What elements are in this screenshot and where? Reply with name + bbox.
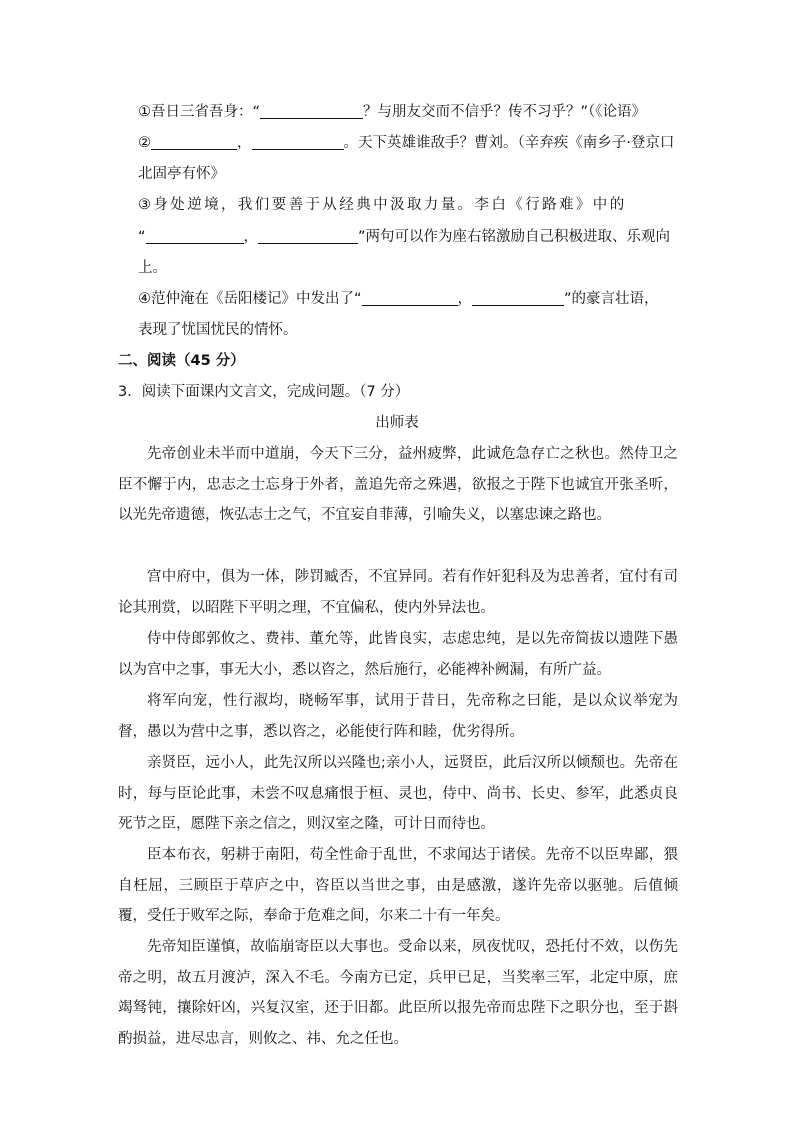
passage-paragraph: 先帝知臣谨慎，故临崩寄臣以大事也。受命以来，夙夜忧叹，恐托付不效，以伤先帝之明，故五月渡泸，深入不毛。今南方已定，兵甲已足，当奖率三军，北定中原，庶竭驽钝，攘除奸凶，兴复汉室，还于旧都。此臣所以报先帝而忠陛下之职分也，至于斟酌损益，进尽忠言，则攸之、祎、允之任也。 [118,939,678,1047]
item3-line3: 上。 [138,260,167,276]
item3-line1: ③身处逆境，我们要善于从经典中汲取力量。李白《行路难》中的 [138,197,627,213]
item4-separator: ， [457,291,473,307]
answer-blank[interactable] [151,135,237,150]
item2-line2: 北固亭有怀》 [138,166,225,182]
item1-suffix: ？与朋友交而不信乎？传不习乎？”（《论语》 [363,104,647,120]
item4-line2: 表现了忧国忧民的情怀。 [138,322,298,338]
item4-prefix: ④范仲淹在《岳阳楼记》中发出了“ [138,291,362,307]
fill-blank-item-3 [138,195,678,215]
item3-suffix: ”两句可以作为座右铭激励自己积极进取、乐观向 [358,229,671,245]
passage-paragraph: 宫中府中，俱为一体，陟罚臧否，不宜异同。若有作奸犯科及为忠善者，宜付有司论其刑赏，以昭陛下平明之理，不宜偏私，使内外异法也。 [118,569,678,616]
passage-title: 出师表 [375,415,419,431]
answer-blank[interactable] [260,104,363,119]
item2-prefix: ② [138,135,151,151]
item3-separator: ， [243,229,259,245]
item4-suffix: ”的豪言壮语， [564,291,659,307]
fill-blank-item-2 [138,133,678,153]
item2-suffix: 。天下英雄谁敌手？曹刘。（辛弃疾《南乡子·登京口 [343,135,675,151]
passage-paragraph: 侍中侍郎郭攸之、费祎、董允等，此皆良实，志虑忠纯，是以先帝简拔以遗陛下愚以为宫中之事，事无大小，悉以咨之，然后施行，必能裨补阙漏，有所广益。 [118,631,678,678]
passage-paragraph: 亲贤臣，远小人，此先汉所以兴隆也;亲小人，远贤臣，此后汉所以倾颓也。先帝在时，每与臣论此事，未尝不叹息痛恨于桓、灵也，侍中、尚书、长史、参军，此悉贞良死节之臣，愿陛下亲之信之，则汉室之隆，可计日而待也。 [118,755,678,832]
item2-separator: ， [237,135,252,151]
answer-blank[interactable] [362,291,458,306]
fill-blank-item-1 [138,102,678,122]
fill-blank-item-2-cont [138,164,678,184]
item1-prefix: ①吾日三省吾身：“ [138,104,261,120]
fill-blank-item-3-cont2 [138,258,678,278]
fill-blank-item-4-cont [138,320,678,340]
item3-open-quote: “ [138,229,146,245]
fill-blank-item-3-cont [138,227,678,247]
passage-paragraph: 将军向宠，性行淑均，晓畅军事，试用于昔日，先帝称之曰能，是以众议举宠为督，愚以为营中之事，悉以咨之，必能使行阵和睦，优劣得所。 [118,693,678,740]
fill-blank-item-4 [138,289,678,309]
section-heading: 二、阅读（45 分） [118,353,245,369]
passage-paragraph: 先帝创业未半而中道崩，今天下三分，益州疲弊，此诚危急存亡之秋也。然侍卫之臣不懈于内，忠志之士忘身于外者，盖追先帝之殊遇，欲报之于陛下也诚宜开张圣听，以光先帝遗德，恢弘志士之气，不宜妄自菲薄，引喻失义，以塞忠谏之路也。 [118,446,678,523]
question-3-instruction: 3．阅读下面课内文言文，完成问题。（7 分） [118,384,410,400]
answer-blank[interactable] [252,135,344,150]
passage-paragraph: 臣本布衣，躬耕于南阳，苟全性命于乱世，不求闻达于诸侯。先帝不以臣卑鄙，猥自枉屈，三顾臣于草庐之中，咨臣以当世之事，由是感激，遂许先帝以驱驰。后值倾覆，受任于败军之际，奉命于危难之间，尔来二十有一年矣。 [118,847,678,924]
answer-blank[interactable] [258,229,358,244]
answer-blank[interactable] [146,229,244,244]
answer-blank[interactable] [472,291,564,306]
